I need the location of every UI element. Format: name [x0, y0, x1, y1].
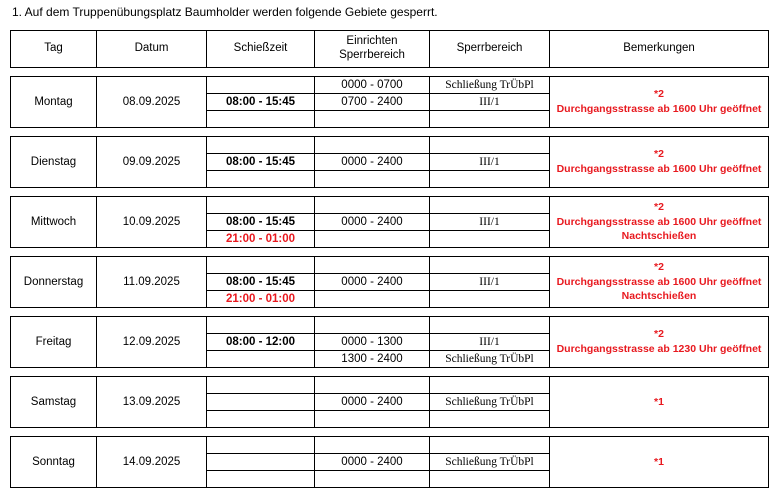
column-header-sperrbereich: Sperrbereich [430, 31, 550, 68]
setup-period-cell: 0000 - 2400 [315, 394, 430, 411]
restricted-area-cell: III/1 [430, 334, 550, 351]
remarks-cell [550, 197, 769, 248]
firing-time-cell [207, 317, 315, 334]
restricted-area-cell: Schließung TrÜbPl [430, 351, 550, 368]
spacer-cell [11, 308, 769, 317]
setup-period-cell [315, 411, 430, 428]
remark-line: Nachtschießen [621, 290, 697, 303]
restricted-area-cell [430, 171, 550, 188]
day-cell: Sonntag [11, 437, 97, 488]
remark-line: Durchgangsstrasse ab 1600 Uhr geöffnet [556, 163, 762, 175]
firing-time-cell: 08:00 - 15:45 [207, 274, 315, 291]
firing-time-cell: 08:00 - 12:00 [207, 334, 315, 351]
day-cell: Montag [11, 77, 97, 128]
setup-period-cell [315, 377, 430, 394]
restricted-area-cell [430, 377, 550, 394]
column-header-einrichten: Einrichten Sperrbereich [315, 31, 430, 68]
spacer-cell [11, 368, 769, 377]
day-cell: Donnerstag [11, 257, 97, 308]
restricted-area-cell [430, 137, 550, 154]
firing-time-cell: 08:00 - 15:45 [207, 94, 315, 111]
spacer-cell [11, 428, 769, 437]
remark-line: *2 [654, 200, 664, 213]
firing-time-cell [207, 437, 315, 454]
section-heading: 1. Auf dem Truppenübungsplatz Baumholder werden folgende Gebiete gesperrt. [12, 5, 438, 19]
setup-period-cell [315, 231, 430, 248]
spacer-row [11, 128, 769, 137]
column-header-schiesszeit: Schießzeit [207, 31, 315, 68]
remark-line: Nachtschießen [621, 230, 697, 243]
spacer-row [11, 368, 769, 377]
setup-period-cell [315, 171, 430, 188]
table-row [11, 137, 769, 154]
setup-period-cell [315, 317, 430, 334]
firing-time-cell [207, 171, 315, 188]
remarks-cell [550, 317, 769, 368]
remark-line: Durchgangsstrasse ab 1600 Uhr geöffnet [556, 275, 762, 288]
table-row [11, 437, 769, 454]
setup-period-cell: 0000 - 1300 [315, 334, 430, 351]
remarks-cell [550, 77, 769, 128]
setup-period-cell: 0700 - 2400 [315, 94, 430, 111]
remark-line: *2 [654, 88, 664, 101]
remark-line: *2 [654, 328, 664, 341]
firing-time-cell [207, 394, 315, 411]
firing-time-cell: 21:00 - 01:00 [207, 291, 315, 308]
remark-line: Durchgangsstrasse ab 1600 Uhr geöffnet [556, 103, 762, 115]
firing-time-cell [207, 77, 315, 94]
date-cell: 14.09.2025 [97, 437, 207, 488]
firing-time-cell: 08:00 - 15:45 [207, 214, 315, 231]
setup-period-cell [315, 111, 430, 128]
remark-line: Durchgangsstrasse ab 1230 Uhr geöffnet [556, 343, 762, 355]
date-cell: 10.09.2025 [97, 197, 207, 248]
firing-time-cell [207, 351, 315, 368]
day-cell: Dienstag [11, 137, 97, 188]
column-header-bemerkungen: Bemerkungen [550, 31, 769, 68]
spacer-cell [11, 248, 769, 257]
restricted-area-cell [430, 471, 550, 488]
restricted-area-cell [430, 291, 550, 308]
spacer-row [11, 188, 769, 197]
day-cell: Mittwoch [11, 197, 97, 248]
table-row [11, 77, 769, 94]
remarks-cell [550, 377, 769, 428]
setup-period-cell [315, 471, 430, 488]
restricted-area-cell: Schließung TrÜbPl [430, 77, 550, 94]
setup-period-cell: 0000 - 2400 [315, 214, 430, 231]
restricted-area-cell: Schließung TrÜbPl [430, 454, 550, 471]
firing-time-cell [207, 111, 315, 128]
date-cell: 08.09.2025 [97, 77, 207, 128]
spacer-cell [11, 188, 769, 197]
restricted-area-cell [430, 411, 550, 428]
remark-line: *2 [654, 148, 664, 161]
table-row [11, 317, 769, 334]
table-header-row [11, 31, 769, 68]
spacer-cell [11, 128, 769, 137]
closure-schedule-table [10, 30, 769, 488]
remark-line: *1 [654, 455, 664, 468]
firing-time-cell [207, 471, 315, 488]
remark-line: *2 [654, 260, 664, 273]
remark-line: *1 [654, 395, 664, 408]
setup-period-cell: 0000 - 2400 [315, 454, 430, 471]
restricted-area-cell: Schließung TrÜbPl [430, 394, 550, 411]
setup-period-cell: 1300 - 2400 [315, 351, 430, 368]
remarks-cell [550, 137, 769, 188]
restricted-area-cell [430, 257, 550, 274]
setup-period-cell: 0000 - 0700 [315, 77, 430, 94]
setup-period-cell: 0000 - 2400 [315, 154, 430, 171]
firing-time-cell [207, 454, 315, 471]
restricted-area-cell [430, 231, 550, 248]
restricted-area-cell: III/1 [430, 214, 550, 231]
firing-time-cell [207, 197, 315, 214]
remarks-cell [550, 437, 769, 488]
date-cell: 13.09.2025 [97, 377, 207, 428]
setup-period-cell [315, 197, 430, 214]
firing-time-cell [207, 257, 315, 274]
spacer-row [11, 248, 769, 257]
setup-period-cell: 0000 - 2400 [315, 274, 430, 291]
setup-period-cell [315, 437, 430, 454]
restricted-area-cell [430, 197, 550, 214]
spacer-row [11, 428, 769, 437]
table-row [11, 377, 769, 394]
setup-period-cell [315, 257, 430, 274]
table-row [11, 197, 769, 214]
restricted-area-cell [430, 437, 550, 454]
firing-time-cell [207, 411, 315, 428]
restricted-area-cell: III/1 [430, 154, 550, 171]
table-row [11, 257, 769, 274]
restricted-area-cell [430, 111, 550, 128]
day-cell: Freitag [11, 317, 97, 368]
date-cell: 11.09.2025 [97, 257, 207, 308]
day-cell: Samstag [11, 377, 97, 428]
remark-line: Durchgangsstrasse ab 1600 Uhr geöffnet [556, 215, 762, 228]
firing-time-cell: 08:00 - 15:45 [207, 154, 315, 171]
firing-time-cell [207, 377, 315, 394]
spacer-row [11, 68, 769, 77]
restricted-area-cell: III/1 [430, 94, 550, 111]
firing-time-cell: 21:00 - 01:00 [207, 231, 315, 248]
column-header-tag: Tag [11, 31, 97, 68]
table-body [11, 68, 769, 488]
spacer-row [11, 308, 769, 317]
column-header-datum: Datum [97, 31, 207, 68]
firing-time-cell [207, 137, 315, 154]
restricted-area-cell [430, 317, 550, 334]
date-cell: 09.09.2025 [97, 137, 207, 188]
setup-period-cell [315, 137, 430, 154]
setup-period-cell [315, 291, 430, 308]
remarks-cell [550, 257, 769, 308]
date-cell: 12.09.2025 [97, 317, 207, 368]
spacer-cell [11, 68, 769, 77]
restricted-area-cell: III/1 [430, 274, 550, 291]
